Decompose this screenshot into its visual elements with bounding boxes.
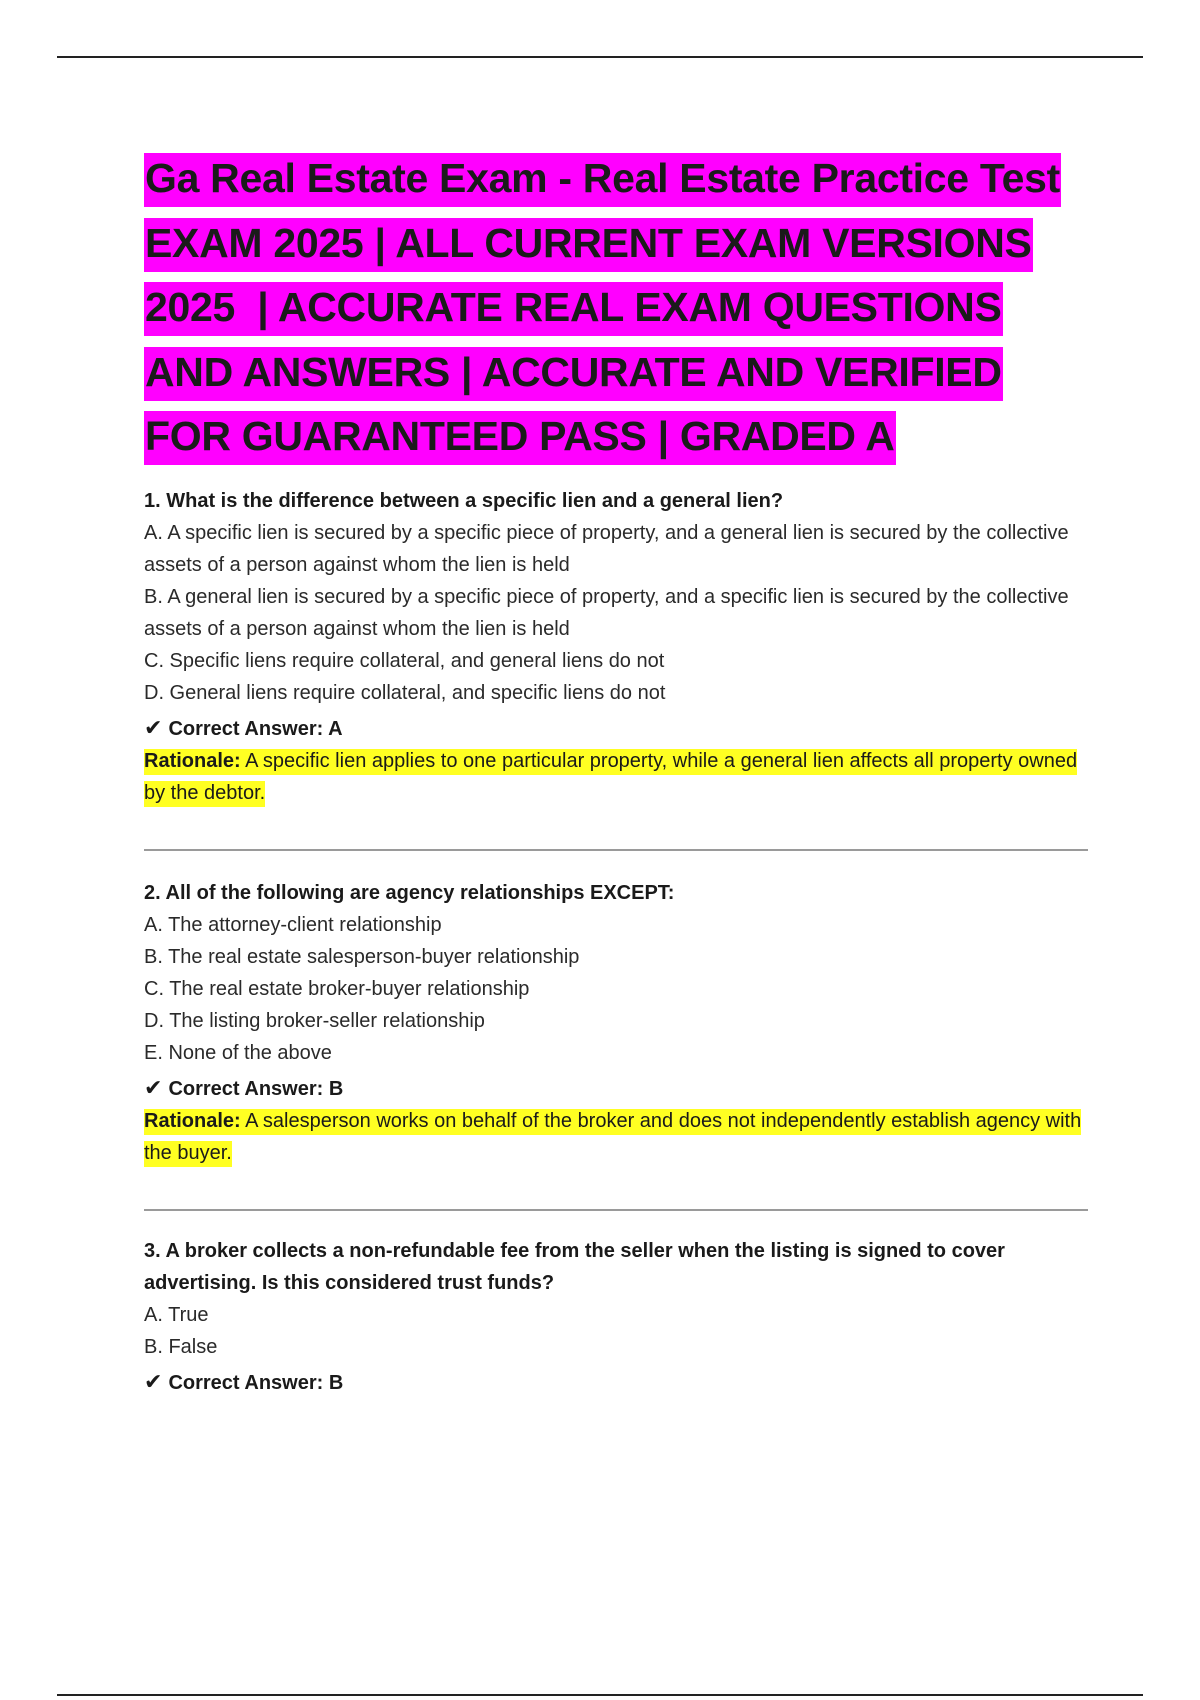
rationale	[144, 745, 1088, 809]
bottom-rule	[57, 1694, 1143, 1696]
question-text: 2. All of the following are agency relationships EXCEPT:	[144, 881, 675, 904]
correct-answer-text: Correct Answer: B	[168, 1077, 344, 1100]
option-list	[144, 1299, 1088, 1363]
rationale-text: A salesperson works on behalf of the broker and does not independently establish agency with the buyer.	[144, 1109, 1082, 1164]
option-a: A. The attorney-client relationship	[144, 913, 442, 936]
title-line-1: Ga Real Estate Exam - Real Estate Practice Test	[144, 153, 1061, 207]
rationale-label: Rationale:	[144, 749, 241, 772]
check-icon: ✔	[144, 1369, 163, 1395]
option-d: D. General liens require collateral, and specific liens do not	[144, 681, 666, 704]
check-icon: ✔	[144, 715, 163, 741]
document-body	[144, 146, 1088, 1399]
section-divider	[144, 1209, 1088, 1211]
option-list	[144, 517, 1088, 709]
question-2	[144, 877, 1088, 1169]
correct-answer-text: Correct Answer: B	[168, 1371, 344, 1394]
section-divider	[144, 849, 1088, 851]
question-3	[144, 1235, 1088, 1399]
correct-answer-text: Correct Answer: A	[168, 717, 343, 740]
rationale-text: A specific lien applies to one particular property, while a general lien affects all property owned by the debtor.	[144, 749, 1078, 804]
title-line-2: EXAM 2025 | ALL CURRENT EXAM VERSIONS	[144, 218, 1033, 272]
top-rule	[57, 56, 1143, 58]
option-c: C. Specific liens require collateral, and general liens do not	[144, 649, 665, 672]
option-d: D. The listing broker-seller relationship	[144, 1009, 485, 1032]
rationale	[144, 1105, 1088, 1169]
rationale-label: Rationale:	[144, 1109, 241, 1132]
document-title	[144, 146, 1088, 469]
question-1	[144, 485, 1088, 809]
option-a: A. True	[144, 1303, 209, 1326]
correct-answer	[144, 1367, 1088, 1399]
option-list	[144, 909, 1088, 1069]
title-line-5: FOR GUARANTEED PASS | GRADED A	[144, 411, 896, 465]
option-c: C. The real estate broker-buyer relationship	[144, 977, 530, 1000]
correct-answer	[144, 713, 1088, 745]
title-line-3: 2025 | ACCURATE REAL EXAM QUESTIONS	[144, 282, 1003, 336]
option-e: E. None of the above	[144, 1041, 332, 1064]
question-text: 3. A broker collects a non-refundable fee from the seller when the listing is signed to cover advertising. Is this considered trust funds?	[144, 1239, 1005, 1294]
option-b: B. A general lien is secured by a specific piece of property, and a specific lien is secured by the collective assets of a person against whom the lien is held	[144, 585, 1069, 640]
option-b: B. The real estate salesperson-buyer relationship	[144, 945, 580, 968]
option-a: A. A specific lien is secured by a specific piece of property, and a general lien is secured by the collective assets of a person against whom the lien is held	[144, 521, 1069, 576]
check-icon: ✔	[144, 1075, 163, 1101]
question-text: 1. What is the difference between a specific lien and a general lien?	[144, 489, 784, 512]
option-b: B. False	[144, 1335, 218, 1358]
title-line-4: AND ANSWERS | ACCURATE AND VERIFIED	[144, 347, 1003, 401]
correct-answer	[144, 1073, 1088, 1105]
